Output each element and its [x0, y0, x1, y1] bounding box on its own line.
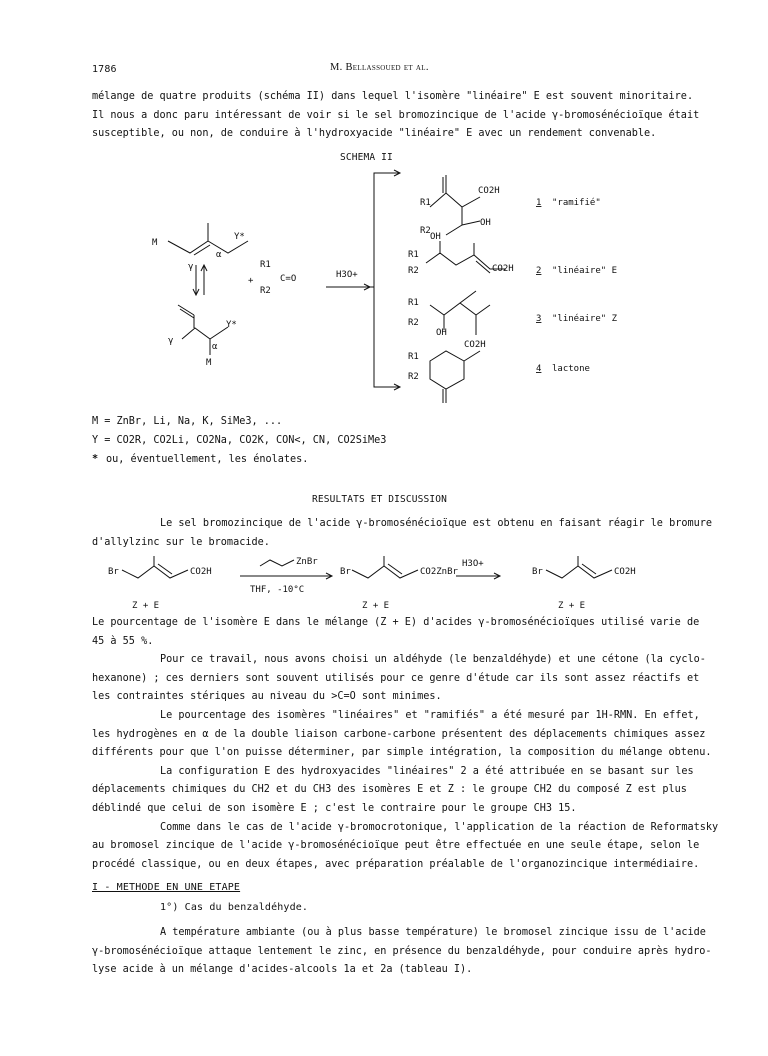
- body-text: [92, 614, 718, 874]
- product-3-name: "linéaire" Z: [552, 314, 618, 324]
- p1-r1: R1: [420, 198, 431, 208]
- body-line-11: déblindé que celui de son isomère E ; c'est le contraire pour le groupe CH3 15.: [92, 802, 577, 814]
- label-gamma-bottom: γ: [168, 336, 174, 346]
- intro-line-1: mélange de quatre produits (schéma II) dans lequel l'isomère "linéaire" E est souvent minoritaire.: [92, 91, 694, 102]
- label-y-top: Y*: [234, 232, 245, 242]
- rxn-znbr: ZnBr: [296, 557, 318, 567]
- label-plus: +: [248, 276, 254, 286]
- body-line-1: Le pourcentage de l'isomère E dans le mélange (Z + E) d'acides γ-bromosénécioïques utilisé varie de: [92, 617, 700, 628]
- paragraph-1: [92, 515, 712, 552]
- p2-co2h: CO2H: [492, 264, 514, 274]
- label-r1: R1: [260, 260, 271, 270]
- product-4-name: lactone: [552, 364, 590, 374]
- scheme-ii-diagram: [130, 165, 650, 415]
- p3-r2: R2: [408, 318, 419, 328]
- p4-r2: R2: [408, 372, 419, 382]
- rxn-co2h-2: CO2H: [614, 567, 636, 577]
- scheme-title: SCHEMA II: [340, 152, 393, 163]
- definition-star: * ou, éventuellement, les énolates.: [92, 454, 309, 465]
- product-2-name: "linéaire" E: [552, 266, 618, 276]
- label-reagent: H3O+: [336, 270, 358, 280]
- body-line-5: les contraintes stériques au niveau du >C=O sont minimes.: [92, 691, 442, 703]
- last-line-2: γ-bromosénécioïque attaque lentement le zinc, en présence du benzaldéhyde, pour conduire après hydro-: [92, 945, 712, 957]
- intro-paragraph: [92, 88, 699, 144]
- rxn-co2h-1: CO2H: [190, 567, 212, 577]
- p1-co2h: CO2H: [478, 186, 500, 196]
- p2-r2: R2: [408, 266, 419, 276]
- p3-co2h: CO2H: [464, 340, 486, 350]
- label-alpha: α: [216, 250, 222, 260]
- rxn-br-3: Br: [532, 567, 543, 577]
- p2-oh: OH: [430, 232, 441, 242]
- product-1-num: 1: [536, 198, 542, 208]
- paragraph-1-line-1: Le sel bromozincique de l'acide γ-bromosénécioïque est obtenu en faisant réagir le bromure: [160, 518, 713, 529]
- body-line-4: hexanone) ; ces derniers sont souvent utilisés pour ce genre d'étude car ils sont assez réactifs et: [92, 672, 700, 684]
- body-line-10: déplacements chimiques du CH2 et du CH3 des isomères E et Z : le groupe CH2 du composé Z est plus: [92, 784, 687, 796]
- definitions: [92, 412, 386, 469]
- p1-r2: R2: [420, 226, 431, 236]
- definition-m: M = ZnBr, Li, Na, K, SiMe3, ...: [92, 416, 283, 427]
- label-gamma: γ: [188, 262, 194, 272]
- body-line-13: au bromosel zincique de l'acide γ-bromosénécioïque peut être effectuée en une seule étape, selon le: [92, 840, 700, 852]
- product-4-num: 4: [536, 364, 542, 374]
- rxn-br-2: Br: [340, 567, 351, 577]
- product-3-num: 3: [536, 314, 542, 324]
- definition-star-text: ou, éventuellement, les énolates.: [106, 454, 309, 465]
- intro-line-3: susceptible, ou non, de conduire à l'hydroxyacide "linéaire" E avec un rendement convenable.: [92, 128, 657, 139]
- p1-oh: OH: [480, 218, 491, 228]
- running-head-authors: M. Bellassoued et al.: [330, 62, 429, 73]
- body-line-7: les hydrogènes en α de la double liaison carbone-carbone présentent des déplacements chimiques assez: [92, 728, 706, 740]
- last-paragraph: [92, 924, 711, 980]
- p3-oh: OH: [436, 328, 447, 338]
- page-number: 1786: [92, 64, 117, 75]
- intro-line-2: Il nous a donc paru intéressant de voir si le sel bromozincique de l'acide γ-bromosénécioïque était: [92, 109, 700, 121]
- subsection-title: 1°) Cas du benzaldéhyde.: [160, 902, 309, 913]
- product-2-num: 2: [536, 266, 542, 276]
- product-1-name: "ramifié": [552, 198, 601, 208]
- label-alpha-bottom: α: [212, 342, 218, 352]
- rxn-ze-1: Z + E: [132, 601, 160, 611]
- reaction-scheme: [100, 552, 680, 616]
- label-m-bottom: M: [206, 358, 212, 368]
- label-y-bottom: Y*: [226, 320, 237, 330]
- rxn-ze-2: Z + E: [362, 601, 390, 611]
- body-line-14: procédé classique, ou en deux étapes, avec préparation préalable de l'organozincique intermédiaire.: [92, 858, 700, 870]
- label-m-top: M: [152, 238, 158, 248]
- body-line-8: différents pour que l'on puisse déterminer, par simple intégration, la composition du mélange obtenu.: [92, 747, 712, 759]
- rxn-co2znbr: CO2ZnBr: [420, 567, 458, 577]
- rxn-ze-3: Z + E: [558, 601, 586, 611]
- label-carbonyl: C=O: [280, 274, 297, 284]
- section-title: RESULTATS ET DISCUSSION: [312, 494, 447, 505]
- p3-r1: R1: [408, 298, 419, 308]
- definition-y: Y = CO2R, CO2Li, CO2Na, CO2K, CON<, CN, CO2SiMe3: [92, 435, 387, 446]
- body-line-12: Comme dans le cas de l'acide γ-bromocrotonique, l'application de la réaction de Reformatsky: [160, 821, 719, 833]
- label-r2: R2: [260, 286, 271, 296]
- paragraph-1-line-2: d'allylzinc sur le bromacide.: [92, 536, 270, 548]
- rxn-h3o: H3O+: [462, 559, 484, 569]
- last-line-3: lyse acide à un mélange d'acides-alcools 1a et 2a (tableau I).: [92, 964, 473, 976]
- last-line-1: A température ambiante (ou à plus basse température) le bromosel zincique issu de l'acide: [160, 927, 706, 938]
- body-line-3: Pour ce travail, nous avons choisi un aldéhyde (le benzaldéhyde) et une cétone (la cyclo-: [160, 654, 706, 666]
- p4-r1: R1: [408, 352, 419, 362]
- p2-r1: R1: [408, 250, 419, 260]
- rxn-br-1: Br: [108, 567, 119, 577]
- body-line-2: 45 à 55 %.: [92, 635, 154, 647]
- body-line-6: Le pourcentage des isomères "linéaires" et "ramifiés" a été mesuré par 1H-RMN. En effet,: [160, 709, 700, 721]
- body-line-9: La configuration E des hydroxyacides "linéaires" 2 a été attribuée en se basant sur les: [160, 765, 694, 777]
- rxn-conditions: THF, -10°C: [250, 585, 305, 595]
- method-title: I - METHODE EN UNE ETAPE: [92, 882, 241, 893]
